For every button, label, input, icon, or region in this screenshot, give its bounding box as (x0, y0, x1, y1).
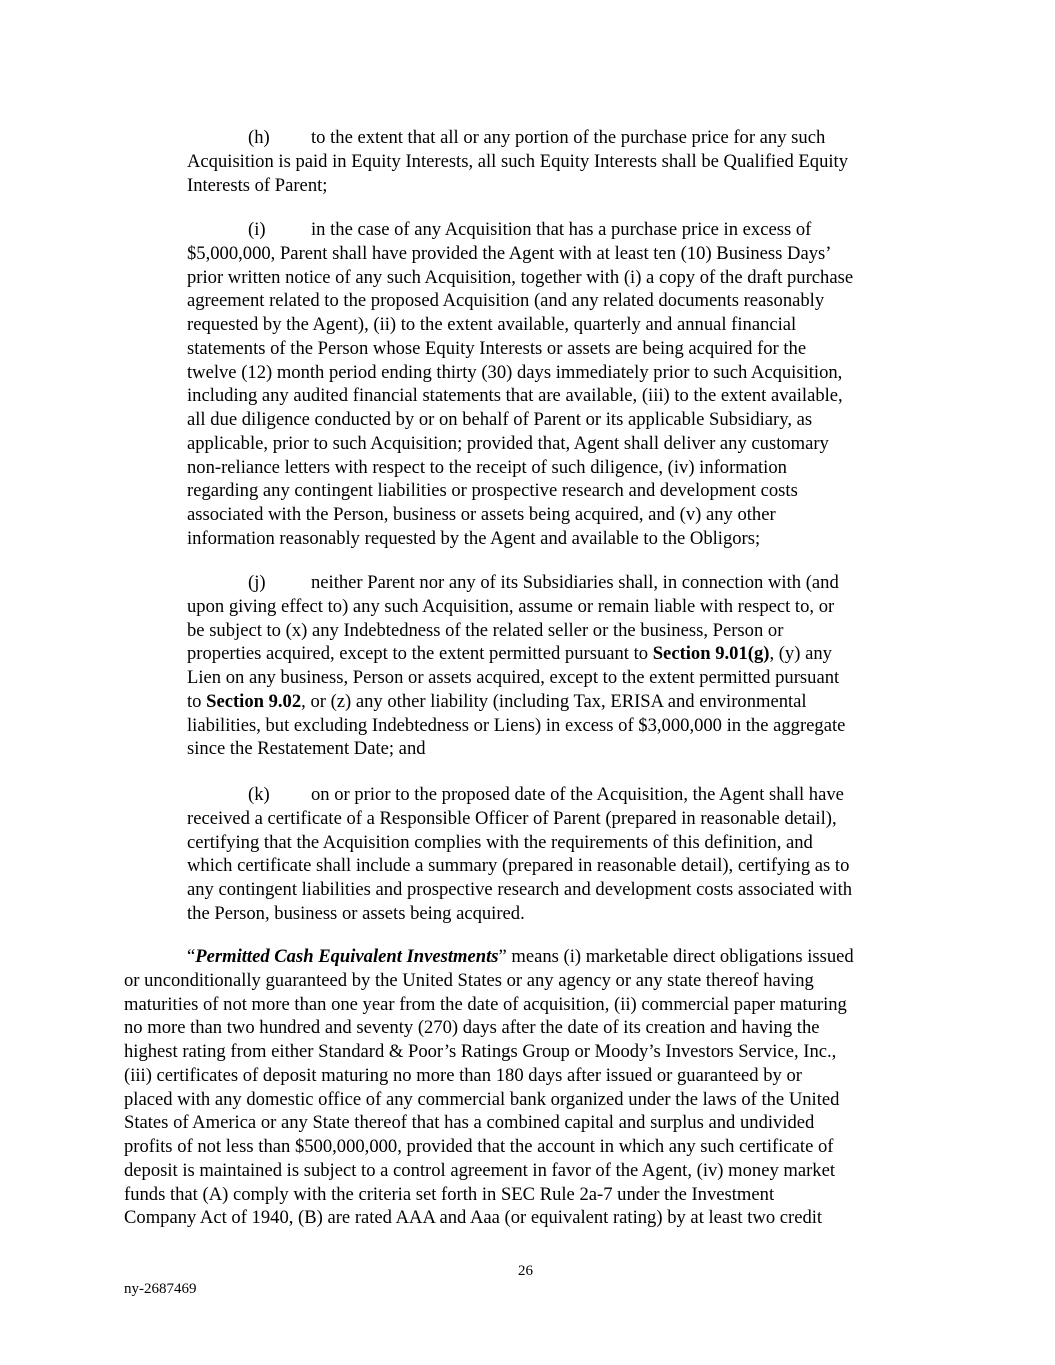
clause-label: (i) (248, 219, 266, 240)
text-segment: any contingent liabilities and prospective research and development costs associated with (187, 879, 853, 900)
text-segment: no more than two hundred and seventy (270) days after the date of its creation and having the (124, 1017, 820, 1039)
text-segment: to the extent that all or any portion of the purchase price for any such (311, 127, 826, 148)
defined-term: Permitted Cash Equivalent Investments (195, 946, 499, 967)
text-segment: $5,000,000, Parent shall have provided the Agent with at least ten (10) Business Days’ (187, 242, 832, 264)
text-segment: upon giving effect to) any such Acquisition, assume or remain liable with respect to, or (187, 595, 835, 617)
text-segment: applicable, prior to such Acquisition; provided that, Agent shall deliver any customary (187, 432, 829, 454)
document-id: ny-2687469 (124, 1281, 197, 1297)
text-segment: since the Restatement Date; and (187, 738, 426, 760)
text-segment: profits of not less than $500,000,000, provided that the account in which any such certificate of (124, 1136, 834, 1157)
text-segment: which certificate shall include a summary (prepared in reasonable detail), certifying as to (187, 855, 850, 877)
text-segment: regarding any contingent liabilities or prospective research and development costs (187, 480, 798, 502)
text-segment: funds that (A) comply with the criteria set forth in SEC Rule 2a-7 under the Investment (124, 1183, 775, 1205)
text-segment: certifying that the Acquisition complies with the requirements of this definition, and (187, 831, 813, 853)
text-segment: States of America or any State thereof that has a combined capital and surplus and undivided (124, 1112, 815, 1134)
text-segment: “ (187, 946, 196, 967)
defined-term: Section 9.02 (206, 690, 302, 712)
text-segment: , (y) any (769, 643, 832, 665)
clause-label: (h) (248, 127, 270, 148)
page-number: 26 (518, 1263, 533, 1279)
text-segment: liabilities, but excluding Indebtedness or Liens) in excess of $3,000,000 in the aggregate (187, 714, 846, 736)
text-segment: prior written notice of any such Acquisition, together with (i) a copy of the draft purchase (187, 266, 854, 288)
text-segment: all due diligence conducted by or on behalf of Parent or its applicable Subsidiary, as (187, 409, 813, 430)
text-segment: Interests of Parent; (187, 174, 328, 196)
text-segment: be subject to (x) any Indebtedness of the related seller or the business, Person or (187, 619, 784, 641)
defined-term: Section 9.01(g) (652, 643, 770, 665)
text-segment: requested by the Agent), (ii) to the extent available, quarterly and annual financial (187, 314, 797, 335)
text-segment: statements of the Person whose Equity Interests or assets are being acquired for the (187, 337, 807, 359)
clause-label: (j) (248, 572, 266, 593)
text-segment: including any audited financial statements that are available, (iii) to the extent available, (187, 385, 843, 407)
text-segment: to (187, 690, 207, 712)
text-segment: properties acquired, except to the extent permitted pursuant to (187, 643, 653, 665)
text-segment: information reasonably requested by the Agent and available to the Obligors; (187, 527, 761, 549)
text-segment: agreement related to the proposed Acquisition (and any related documents reasonably (187, 290, 825, 312)
text-segment: highest rating from either Standard & Poor’s Ratings Group or Moody’s Investors Service, Inc., (124, 1041, 837, 1062)
text-segment: Acquisition is paid in Equity Interests, all such Equity Interests shall be Qualified Equity (187, 150, 848, 172)
text-segment: received a certificate of a Responsible Officer of Parent (prepared in reasonable detail), (187, 807, 837, 829)
text-segment: on or prior to the proposed date of the Acquisition, the Agent shall have (311, 784, 844, 805)
text-segment: placed with any domestic office of any commercial bank organized under the laws of the United (124, 1088, 840, 1110)
text-segment: ” means (i) marketable direct obligations issued (498, 946, 854, 967)
clause-label: (k) (248, 784, 270, 805)
text-segment: Lien on any business, Person or assets acquired, except to the extent permitted pursuant (187, 667, 840, 688)
text-segment: twelve (12) month period ending thirty (30) days immediately prior to such Acquisition, (187, 361, 843, 383)
text-segment: associated with the Person, business or assets being acquired, and (v) any other (187, 504, 776, 525)
text-segment: , or (z) any other liability (including Tax, ERISA and environmental (301, 690, 807, 712)
text-segment: the Person, business or assets being acquired. (187, 902, 525, 924)
text-segment: deposit is maintained is subject to a control agreement in favor of the Agent, (iv) money market (124, 1159, 836, 1181)
text-segment: non-reliance letters with respect to the receipt of such diligence, (iv) information (187, 456, 787, 478)
text-segment: or unconditionally guaranteed by the United States or any agency or any state thereof having (124, 969, 814, 991)
text-segment: (iii) certificates of deposit maturing no more than 180 days after issued or guaranteed by or (124, 1064, 802, 1086)
text-segment: in the case of any Acquisition that has a purchase price in excess of (311, 219, 812, 240)
text-segment: Company Act of 1940, (B) are rated AAA and Aaa (or equivalent rating) by at least two credit (124, 1207, 823, 1229)
text-segment: maturities of not more than one year from the date of acquisition, (ii) commercial paper maturing (124, 993, 847, 1015)
text-segment: neither Parent nor any of its Subsidiaries shall, in connection with (and (311, 572, 839, 593)
